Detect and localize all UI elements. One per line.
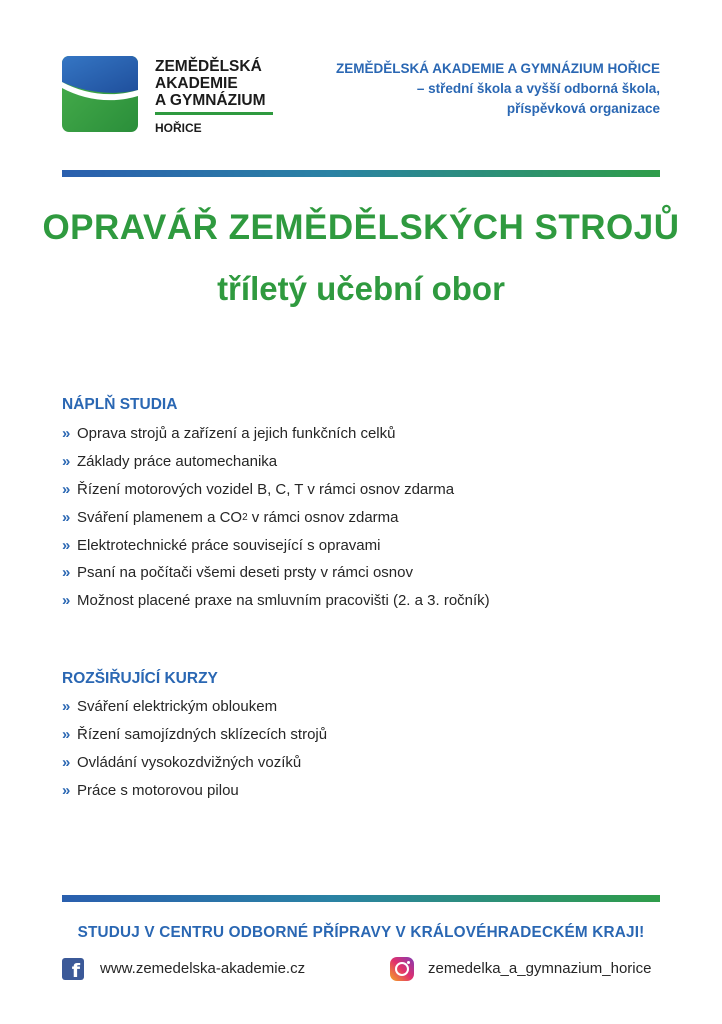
- logo-town: HOŘICE: [155, 121, 202, 135]
- footer-claim: STUDUJ V CENTRU ODBORNÉ PŘÍPRAVY V KRÁLOVÉHRADECKÉM KRAJI!: [77, 924, 645, 941]
- logo-line-1: ZEMĚDĚLSKÁ: [155, 58, 262, 75]
- logo-line-2: AKADEMIE: [155, 75, 238, 92]
- bullet-icon: »: [62, 753, 71, 771]
- co2-subscript: 2: [242, 511, 248, 523]
- bullet-icon: »: [62, 536, 71, 554]
- bullet-icon: »: [62, 564, 71, 582]
- program-title: OPRAVÁŘ ZEMĚDĚLSKÝCH STROJŮ: [42, 208, 680, 247]
- list-item-text-tail: v rámci osnov zdarma: [247, 508, 399, 526]
- organization-line-2: – střední škola a vyšší odborná škola,: [416, 81, 660, 96]
- list-item-text: Základy práce automechanika: [77, 453, 278, 471]
- list-item: [62, 749, 327, 777]
- list-item: [62, 531, 490, 559]
- study-heading: NÁPLŇ STUDIA: [62, 396, 178, 413]
- list-item-text: Psaní na počítači všemi deseti prsty v rámci osnov: [77, 564, 413, 582]
- bullet-icon: »: [62, 453, 71, 471]
- list-item-text: Práce s motorovou pilou: [77, 781, 239, 799]
- list-item: [62, 776, 327, 804]
- list-item-text: Řízení samojízdných sklízecích strojů: [77, 726, 328, 744]
- organization-line-3: příspěvková organizace: [506, 101, 660, 116]
- organization-line-1: ZEMĚDĚLSKÁ AKADEMIE A GYMNÁZIUM HOŘICE: [336, 61, 660, 76]
- facebook-icon[interactable]: f: [62, 958, 84, 980]
- list-item-text: Ovládání vysokozdvižných vozíků: [77, 753, 302, 771]
- list-item: [62, 503, 490, 531]
- website-link[interactable]: www.zemedelska-akademie.cz: [100, 960, 306, 977]
- logo-swoosh-graphic: [62, 56, 138, 132]
- bullet-icon: »: [62, 508, 71, 526]
- list-item: [62, 693, 327, 721]
- list-item: [62, 420, 490, 448]
- list-item-text: Sváření plamenem a CO: [77, 508, 243, 526]
- list-item-text: Oprava strojů a zařízení a jejich funkčních celků: [77, 425, 396, 443]
- list-item: [62, 721, 327, 749]
- logo-line-3: A GYMNÁZIUM: [155, 92, 266, 109]
- instagram-link[interactable]: zemedelka_a_gymnazium_horice: [428, 960, 652, 977]
- list-item-text: Řízení motorových vozidel B, C, T v rámci osnov zdarma: [77, 480, 455, 498]
- study-list: [62, 420, 490, 615]
- top-divider-band: [62, 170, 660, 177]
- courses-heading: ROZŠIŘUJÍCÍ KURZY: [62, 670, 218, 687]
- logo-wordmark: [155, 58, 266, 109]
- list-item-text: Možnost placené praxe na smluvním pracovišti (2. a 3. ročník): [77, 592, 490, 610]
- bullet-icon: »: [62, 726, 71, 744]
- bullet-icon: »: [62, 480, 71, 498]
- list-item-text: Sváření elektrickým obloukem: [77, 698, 278, 716]
- organization-name: [336, 59, 660, 119]
- list-item: [62, 476, 490, 504]
- bullet-icon: »: [62, 698, 71, 716]
- bottom-divider-band: [62, 895, 660, 902]
- list-item: [62, 587, 490, 615]
- logo-divider: [155, 112, 273, 115]
- bullet-icon: »: [62, 425, 71, 443]
- bullet-icon: »: [62, 592, 71, 610]
- list-item-text: Elektrotechnické práce související s opravami: [77, 536, 381, 554]
- courses-list: [62, 693, 327, 804]
- list-item: [62, 559, 490, 587]
- bullet-icon: »: [62, 781, 71, 799]
- instagram-icon[interactable]: [390, 957, 414, 981]
- list-item: [62, 448, 490, 476]
- school-logo-mark: [62, 56, 138, 132]
- program-subtitle: tříletý učební obor: [217, 270, 505, 307]
